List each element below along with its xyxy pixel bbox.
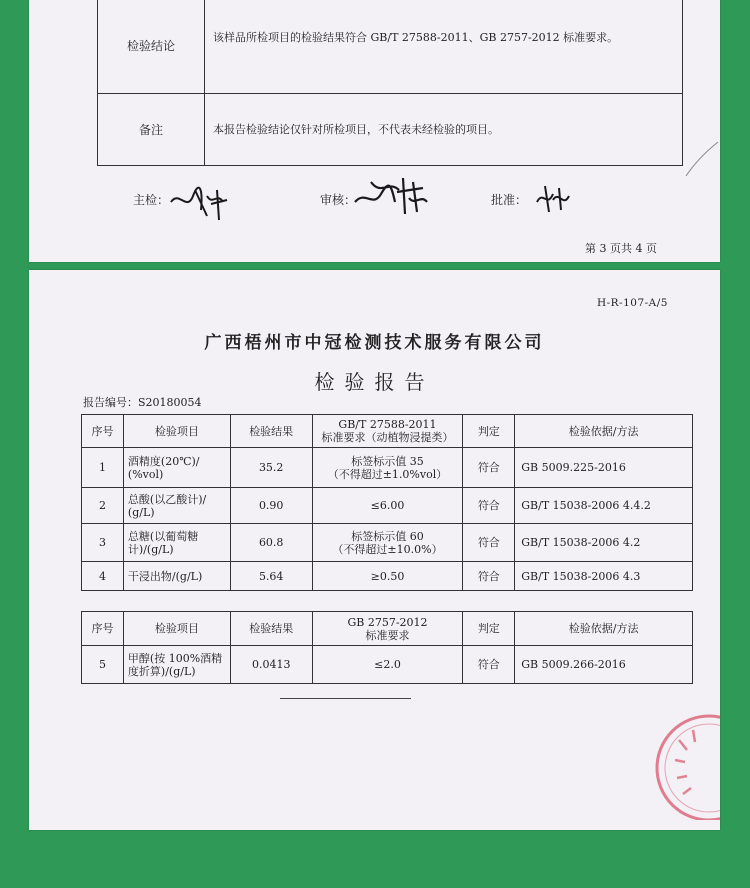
row-item-line: (%vol) — [127, 467, 164, 481]
header-judgement: 判定 — [463, 612, 515, 646]
header-method: 检验依据/方法 — [515, 612, 693, 646]
table-header-row — [82, 612, 693, 646]
header-standard-desc: 标准要求 — [365, 628, 410, 642]
header-item: 检验项目 — [123, 415, 230, 448]
company-name: 广西梧州市中冠检测技术服务有限公司 — [204, 333, 545, 353]
row-item-line: 总糖(以葡萄糖 — [127, 529, 199, 543]
row-method: GB/T 15038-2006 4.2 — [515, 524, 693, 562]
table-row — [82, 562, 693, 591]
conclusion-label: 检验结论 — [98, 0, 205, 93]
row-no: 1 — [82, 448, 124, 488]
header-result: 检验结果 — [230, 612, 312, 646]
chief-inspector-label: 主检： — [133, 193, 170, 207]
remark-text: 本报告检验结论仅针对所检项目，不代表未经检验的项目。 — [205, 93, 683, 165]
page-number: 第 3 页共 4 页 — [585, 242, 657, 255]
row-requirement — [312, 448, 463, 488]
row-item — [123, 646, 230, 684]
row-method: GB 5009.266-2016 — [515, 646, 693, 684]
row-judgement: 符合 — [463, 448, 515, 488]
header-standard-code: GB 2757-2012 — [347, 615, 428, 629]
approver-label: 批准： — [491, 193, 528, 207]
report-number: 报告编号：S20180054 — [83, 396, 202, 409]
row-no: 5 — [82, 646, 124, 684]
conclusion-text: 该样品所检项目的检验结果符合 GB/T 27588-2011、GB 2757-2012 标准要求。 — [205, 0, 683, 93]
chief-inspector-signature — [167, 182, 231, 224]
row-judgement: 符合 — [463, 562, 515, 591]
approver-signature — [533, 182, 573, 214]
row-requirement: ≥0.50 — [312, 562, 463, 591]
row-no: 4 — [82, 562, 124, 591]
row-no: 2 — [82, 488, 124, 524]
row-req-line: 标签标示值 35 — [351, 454, 424, 468]
reviewer-label: 审核： — [320, 193, 357, 207]
end-of-report-line — [280, 698, 411, 699]
header-standard-desc: 标准要求（动植物浸提类） — [321, 431, 454, 444]
remark-label: 备注 — [98, 93, 205, 165]
table-row — [82, 646, 693, 684]
test-results-table-2 — [81, 611, 693, 684]
row-result: 0.0413 — [230, 646, 312, 684]
header-no: 序号 — [82, 612, 124, 646]
row-result: 35.2 — [230, 448, 312, 488]
row-item-line: (g/L) — [127, 505, 155, 519]
table-row — [82, 524, 693, 562]
header-result: 检验结果 — [230, 415, 312, 448]
row-item — [123, 448, 230, 488]
row-req-line: 标签标示值 60 — [351, 529, 424, 543]
table-row — [82, 488, 693, 524]
table-row — [82, 448, 693, 488]
row-item: 干浸出物/(g/L) — [123, 562, 230, 591]
row-item-line: 总酸(以乙酸计)/ — [127, 492, 207, 506]
row-result: 60.8 — [230, 524, 312, 562]
row-judgement: 符合 — [463, 488, 515, 524]
table-header-row — [82, 415, 693, 448]
row-item-line: 酒精度(20℃)/ — [127, 454, 200, 468]
row-requirement — [312, 524, 463, 562]
report-title: 检验报告 — [314, 370, 435, 394]
header-requirement — [312, 415, 463, 448]
row-no: 3 — [82, 524, 124, 562]
row-method: GB/T 15038-2006 4.4.2 — [515, 488, 693, 524]
report-page-3 — [29, 0, 720, 262]
row-item — [123, 488, 230, 524]
header-method: 检验依据/方法 — [515, 415, 693, 448]
row-item-line: 甲醇(按 100%酒精 — [127, 651, 223, 665]
header-no: 序号 — [82, 415, 124, 448]
header-requirement — [312, 612, 463, 646]
row-judgement: 符合 — [463, 524, 515, 562]
row-requirement: ≤6.00 — [312, 488, 463, 524]
row-item-line: 计)/(g/L) — [127, 542, 174, 556]
test-results-table-1 — [81, 414, 693, 591]
row-method: GB/T 15038-2006 4.3 — [515, 562, 693, 591]
row-judgement: 符合 — [463, 646, 515, 684]
report-page-4 — [29, 270, 720, 830]
header-standard-code: GB/T 27588-2011 — [338, 418, 437, 431]
document-code: H-R-107-A/5 — [596, 297, 668, 309]
row-result: 0.90 — [230, 488, 312, 524]
row-result: 5.64 — [230, 562, 312, 591]
header-item: 检验项目 — [123, 612, 230, 646]
row-req-line: （不得超过±1.0%vol） — [327, 467, 448, 481]
row-item-line: 度折算)/(g/L) — [127, 664, 196, 678]
row-req-line: （不得超过±10.0%） — [332, 542, 443, 556]
page-fold-mark — [684, 138, 720, 178]
row-requirement: ≤2.0 — [312, 646, 463, 684]
conclusion-table — [97, 0, 683, 166]
row-method: GB 5009.225-2016 — [515, 448, 693, 488]
red-seal-stamp — [649, 710, 720, 820]
reviewer-signature — [351, 172, 431, 218]
header-judgement: 判定 — [463, 415, 515, 448]
row-item — [123, 524, 230, 562]
